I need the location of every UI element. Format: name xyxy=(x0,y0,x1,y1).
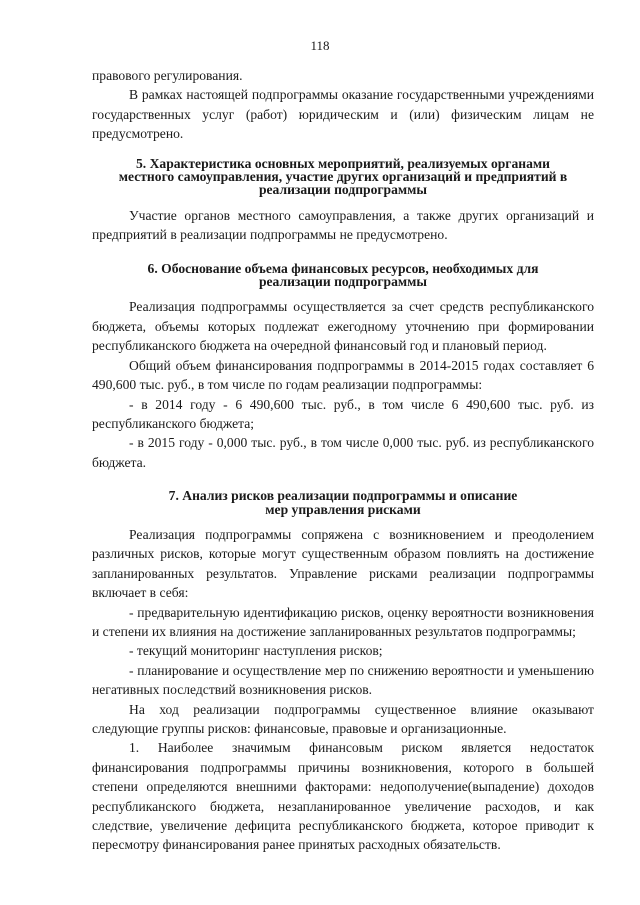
section-5-heading-line: местного самоуправления, участие других организаций и предприятий в xyxy=(118,169,568,185)
section-5-heading-line: реализации подпрограммы xyxy=(258,182,428,198)
section-7-heading-line: мер управления рисками xyxy=(265,501,421,517)
list-item-risk-mitigation: - планирование и осуществление мер по снижению вероятности и уменьшению негативных последствий возникновения рисков. xyxy=(92,662,594,698)
list-item-funding-2014: - в 2014 году - 6 490,600 тыс. руб., в том числе 6 490,600 тыс. руб. из республиканского бюджета; xyxy=(92,396,594,431)
page-number: 118 xyxy=(310,38,330,53)
paragraph-financial-risk: 1. Наиболее значимым финансовым риском является недостаток финансирования подпрограммы причины возникновения, которого в большей степени определяются внешними факторами: недополучение(выпадение) доходов республиканского бюджета, незапланированное увеличение расходов, и как следствие, увеличение дефицита республиканского бюджета, которое приводит к пересмотру финансирования ранее принятых расходных обязательств. xyxy=(92,740,594,853)
paragraph-risk-management: Реализация подпрограммы сопряжена с возникновением и преодолением различных рисков, которые могут существенным образом повлиять на достижение запланированных результатов. Управление рисками реализации подпрограммы включает в себя: xyxy=(92,526,594,601)
list-item-risk-monitoring: - текущий мониторинг наступления рисков; xyxy=(129,643,383,659)
paragraph-risk-groups: На ход реализации подпрограммы существенное влияние оказывают следующие группы рисков: финансовые, правовые и организационные. xyxy=(92,701,594,736)
section-5-heading xyxy=(92,157,594,197)
section-6-heading-line: реализации подпрограммы xyxy=(258,274,428,290)
paragraph-funding-source: Реализация подпрограммы осуществляется за счет средств республиканского бюджета, объемы которых подлежат ежегодному уточнению при формировании республиканского бюджета на очередной финансовый год и плановый период. xyxy=(92,299,594,354)
paragraph-local-government-participation: Участие органов местного самоуправления, а также других организаций и предприятий в реализации подпрограммы не предусмотрено. xyxy=(92,207,594,243)
section-7-heading xyxy=(92,489,594,516)
section-6-heading xyxy=(92,262,594,289)
paragraph-public-services: В рамках настоящей подпрограммы оказание государственными учреждениями государственных услуг (работ) юридическим и (или) физическим лицам не предусмотрено. xyxy=(92,87,594,142)
section-5-heading-line: 5. Характеристика основных мероприятий, реализуемых органами xyxy=(135,155,550,171)
document-body xyxy=(92,66,594,855)
paragraph-intro-continuation: правового регулирования. xyxy=(92,68,243,83)
section-7-heading-line: 7. Анализ рисков реализации подпрограммы и описание xyxy=(168,488,518,504)
list-item-risk-identification: - предварительную идентификацию рисков, оценку вероятности возникновения и степени их влияния на достижение запланированных результатов подпрограммы; xyxy=(92,604,594,639)
section-6-heading-line: 6. Обоснование объема финансовых ресурсов, необходимых для xyxy=(147,260,539,276)
paragraph-total-funding: Общий объем финансирования подпрограммы в 2014-2015 годах составляет 6 490,600 тыс. руб., в том числе по годам реализации подпрограммы: xyxy=(92,357,594,393)
list-item-funding-2015: - в 2015 году - 0,000 тыс. руб., в том числе 0,000 тыс. руб. из республиканского бюджета. xyxy=(92,435,594,470)
